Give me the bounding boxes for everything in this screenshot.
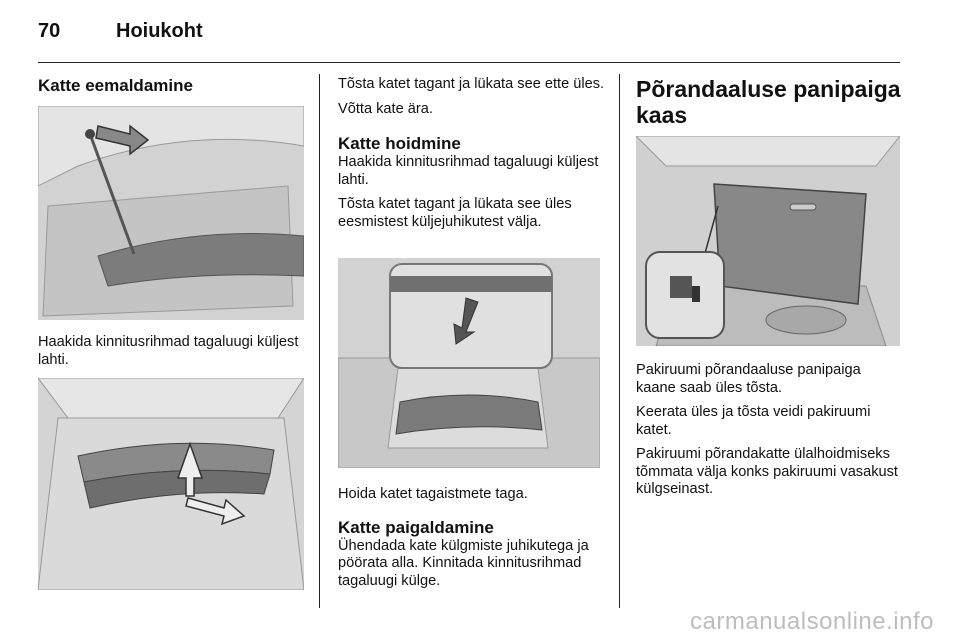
paragraph: Võtta kate ära. xyxy=(338,100,433,117)
paragraph: Pakiruumi põrandaaluse panipaiga kaane saab üles tõsta. xyxy=(636,362,861,396)
column-divider-2 xyxy=(619,74,620,608)
watermark: carmanualsonline.info xyxy=(690,608,934,635)
heading-katte-eemaldamine: Katte eemaldamine xyxy=(38,76,193,95)
heading-katte-hoidmine: Katte hoidmine xyxy=(338,134,461,153)
column-3-lower xyxy=(636,362,904,506)
column-2-lower xyxy=(338,486,606,597)
column-3-upper xyxy=(636,76,902,128)
paragraph: Haakida kinnitusrihmad tagaluugi küljest lahti. xyxy=(38,334,299,368)
column-1 xyxy=(38,76,304,100)
paragraph: Tõsta katet tagant ja lükata see ette üles. xyxy=(338,76,605,92)
heading-porandaaluse-panipaiga-kaas: Põrandaaluse panipaiga kaas xyxy=(636,76,901,128)
page-number: 70 xyxy=(38,20,61,42)
column-divider-1 xyxy=(319,74,320,608)
heading-katte-paigaldamine: Katte paigaldamine xyxy=(338,517,494,537)
paragraph: Ühendada kate külgmiste juhikutega ja pöörata alla. Kinnitada kinnitusrihmad tagaluugi külge. xyxy=(338,537,589,589)
column-2-upper xyxy=(338,76,606,238)
paragraph: Tõsta katet tagant ja lükata see üles eesmistest küljejuhikutest välja. xyxy=(338,196,572,230)
paragraph: Keerata üles ja tõsta veidi pakiruumi katet. xyxy=(636,404,871,438)
paragraph: Haakida kinnitusrihmad tagaluugi küljest lahti. xyxy=(338,154,599,188)
paragraph: Hoida katet tagaistmete taga. xyxy=(338,486,528,502)
figure-cover-stowed xyxy=(338,258,600,468)
figure-underfloor-storage xyxy=(636,136,900,346)
column-1-lower xyxy=(38,334,304,376)
section-title: Hoiukoht xyxy=(116,20,203,42)
figure-cover-lift xyxy=(38,378,304,590)
paragraph: Pakiruumi põrandakatte ülalhoidmiseks tõmmata välja konks pakiruumi vasakust külgseinast. xyxy=(636,446,898,497)
figure-tailgate-strut xyxy=(38,106,304,320)
header-rule xyxy=(38,62,900,63)
